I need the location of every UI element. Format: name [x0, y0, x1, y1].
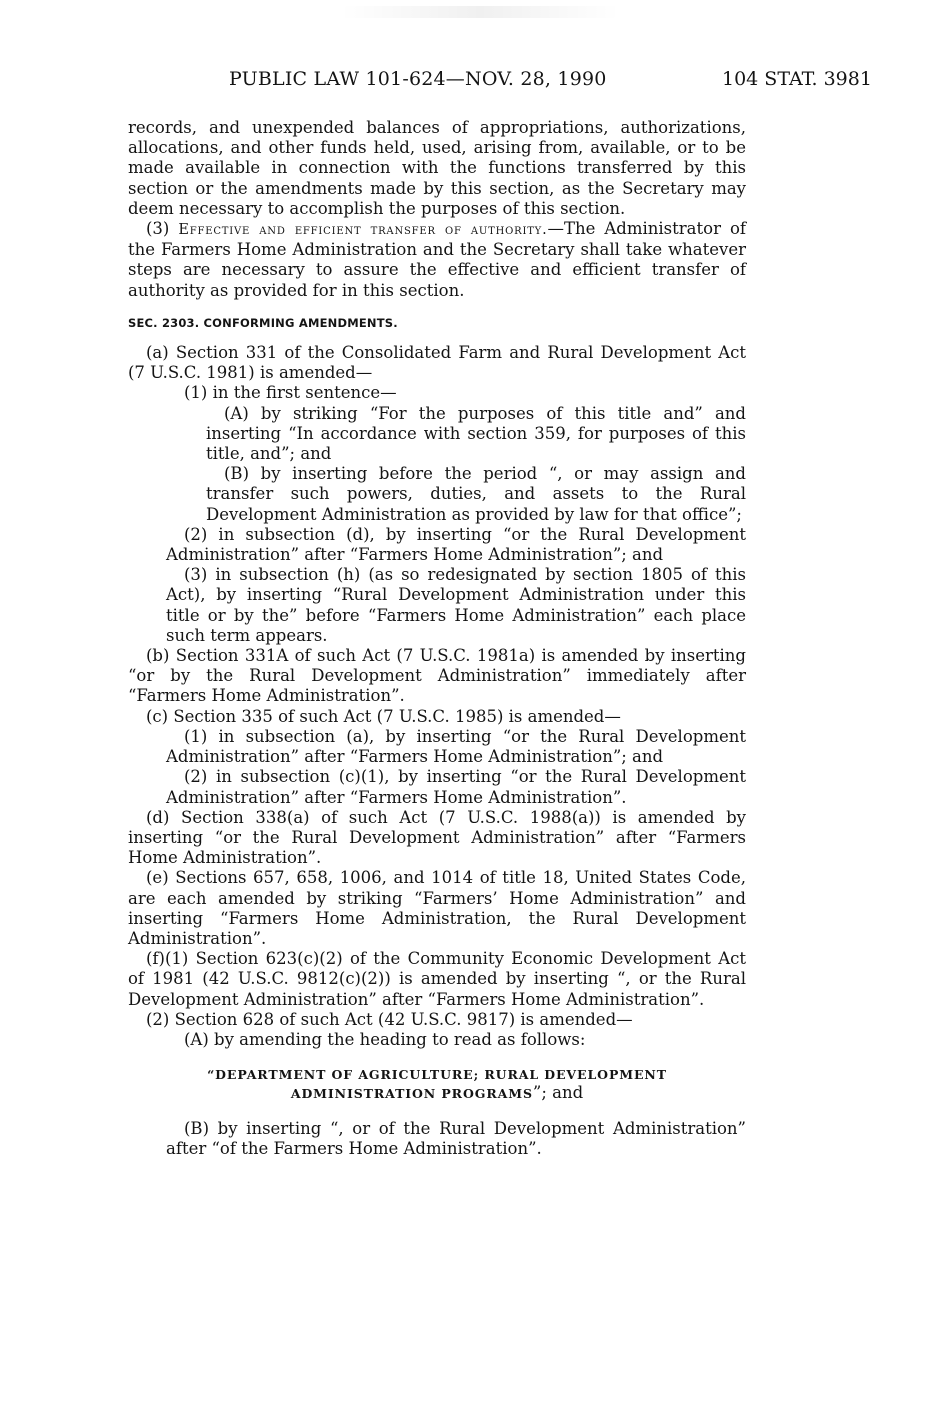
new-heading-line-1: “DEPARTMENT OF AGRICULTURE; RURAL DEVELOPMENT [207, 1067, 667, 1083]
paragraph-c2: (2) in subsection (c)(1), by inserting “or the Rural Development Administration” after “Farmers Home Administration”. [166, 767, 746, 807]
paragraph-3 [128, 219, 746, 301]
subsection-d: (d) Section 338(a) of such Act (7 U.S.C. 1988(a)) is amended by inserting “or the Rural Development Administration” after “Farmers Home Administration”. [128, 807, 746, 868]
new-heading-tail: ”; and [532, 1083, 584, 1103]
subparagraph-f2B: (B) by inserting “, or of the Rural Development Administration” after “of the Farmers Home Administration”. [166, 1119, 746, 1159]
paragraph-3-number: (3) [146, 219, 170, 239]
subsection-c-intro: (c) Section 335 of such Act (7 U.S.C. 1985) is amended— [146, 706, 621, 726]
subparagraph-f2A: (A) by amending the heading to read as follows: [184, 1029, 586, 1049]
paragraph-3-heading: Effective and efficient transfer of authority. [178, 222, 548, 239]
new-heading-text [128, 1066, 746, 1103]
section-heading: SEC. 2303. CONFORMING AMENDMENTS. [128, 315, 398, 330]
scan-smudge [340, 6, 620, 18]
paragraph-c1: (1) in subsection (a), by inserting “or the Rural Development Administration” after “Farmers Home Administration”; and [166, 726, 746, 767]
statute-page-number: 104 STAT. 3981 [722, 68, 872, 90]
new-heading-line-2: ADMINISTRATION PROGRAMS [290, 1086, 533, 1102]
subsection-b: (b) Section 331A of such Act (7 U.S.C. 1981a) is amended by inserting “or by the Rural Development Administration” immediately after “Farmers Home Administration”. [128, 646, 746, 706]
paragraph-a1: (1) in the first sentence— [184, 383, 397, 403]
subsection-f1: (f)(1) Section 623(c)(2) of the Community Economic Development Act of 1981 (42 U.S.C. 9812(c)(2)) is amended by inserting “, or the Rural Development Administration” after “Farmers Home Administration”. [128, 949, 746, 1009]
paragraph-records: records, and unexpended balances of appropriations, authorizations, allocations, and other funds held, used, arising from, available, or to be made available in connection with the functions transferred by this section or the amendments made by this section, as the Secretary may deem necessary to accomplish the purposes of this section. [128, 118, 746, 218]
paragraph-a3: (3) in subsection (h) (as so redesignated by section 1805 of this Act), by inserting “Rural Development Administration under this title or by the” before “Farmers Home Administration” each place such term appears. [166, 565, 746, 645]
subparagraph-a1A: (A) by striking “For the purposes of this title and” and inserting “In accordance with section 359, for purposes of this title, and”; and [206, 403, 746, 464]
document-body [128, 118, 746, 1160]
subsection-e: (e) Sections 657, 658, 1006, and 1014 of title 18, United States Code, are each amended by striking “Farmers’ Home Administration” and inserting “Farmers Home Administration, the Rural Development Administration”. [128, 868, 746, 948]
paragraph-f2: (2) Section 628 of such Act (42 U.S.C. 9817) is amended— [146, 1009, 633, 1029]
paragraph-3-text: —The Administrator of the Farmers Home Administration and the Secretary shall take whatever steps are necessary to assure the effective and efficient transfer of authority as provided for in this section. [128, 219, 746, 300]
subparagraph-a1B: (B) by inserting before the period “, or may assign and transfer such powers, duties, and assets to the Rural Development Administration as provided by law for that office”; [206, 464, 746, 524]
subsection-a-intro: (a) Section 331 of the Consolidated Farm and Rural Development Act (7 U.S.C. 1981) is amended— [128, 343, 746, 383]
running-header: PUBLIC LAW 101-624—NOV. 28, 1990 [229, 68, 607, 90]
paragraph-a2: (2) in subsection (d), by inserting “or the Rural Development Administration” after “Farmers Home Administration”; and [166, 524, 746, 565]
